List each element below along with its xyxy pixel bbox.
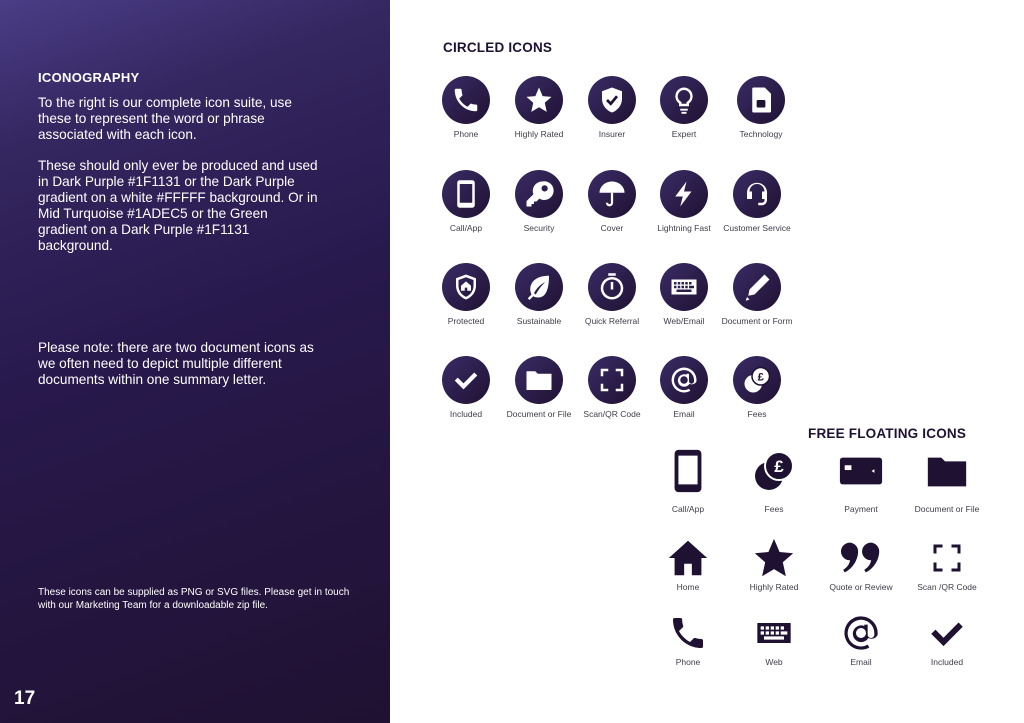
pen-icon — [742, 272, 772, 302]
checkmark-icon — [451, 365, 481, 395]
circled-icons-title: CIRCLED ICONS — [443, 40, 553, 55]
shield-home-icon — [451, 272, 481, 302]
scan-frame-icon — [597, 365, 627, 395]
at-sign-icon — [669, 365, 699, 395]
icon-label: Document or File — [506, 409, 572, 419]
leaf-icon — [524, 272, 554, 302]
icon-label: Sustainable — [516, 316, 562, 326]
icon-label: Payment — [844, 504, 878, 514]
left-panel — [0, 0, 390, 723]
icon-label: Cover — [600, 223, 624, 233]
floating-icon-item — [899, 610, 995, 667]
floating-icon-item — [899, 448, 995, 514]
icon-label: Email — [673, 409, 695, 419]
credit-card-icon — [838, 448, 884, 494]
icon-label: Quote or Review — [829, 582, 893, 592]
svg-text:£: £ — [774, 457, 784, 476]
lightning-icon — [669, 179, 699, 209]
circled-icon-item — [712, 170, 802, 233]
at-sign-icon — [841, 613, 881, 653]
coins-icon — [751, 448, 797, 494]
smartphone-icon — [451, 179, 481, 209]
sim-card-icon — [746, 85, 776, 115]
shield-check-icon — [597, 85, 627, 115]
floating-icon-item — [726, 610, 822, 667]
star-icon — [751, 535, 797, 581]
floating-icon-item — [899, 535, 995, 592]
quote-icon — [838, 535, 884, 581]
home-icon — [665, 535, 711, 581]
icon-label: Highly Rated — [514, 129, 564, 139]
icon-label: Email — [850, 657, 872, 667]
icon-label: Security — [523, 223, 555, 233]
floating-icon-item — [726, 448, 822, 514]
icon-label: Home — [676, 582, 700, 592]
icon-label: Fees — [747, 409, 767, 419]
page-number: 17 — [14, 688, 36, 709]
icon-label: Highly Rated — [749, 582, 799, 592]
floating-icon-item — [813, 610, 909, 667]
icon-label: Fees — [764, 504, 784, 514]
checkmark-icon — [926, 612, 968, 654]
umbrella-icon — [597, 179, 627, 209]
headset-icon — [742, 179, 772, 209]
icon-label: Expert — [671, 129, 697, 139]
floating-icon-item — [640, 535, 736, 592]
phone-icon — [451, 85, 481, 115]
color-usage-paragraph: These should only ever be produced and used in Dark Purple #1F1131 or the Dark Purple gradient on a white #FFFFF background. Or in Mid Turquoise #1ADEC5 or the Green gradient on a Dark Purple #1F1131 background. — [38, 158, 318, 253]
icon-label: Insurer — [598, 129, 626, 139]
lightbulb-icon — [669, 85, 699, 115]
icon-label: Scan /QR Code — [917, 582, 977, 592]
icon-label: Lightning Fast — [657, 223, 711, 233]
smartphone-icon — [665, 448, 711, 494]
document-note-paragraph: Please note: there are two document icons as we often need to depict multiple different documents within one summary letter. — [38, 340, 314, 387]
supply-note: These icons can be supplied as PNG or SVG files. Please get in touch with our Marketing Team for a downloadable zip file. — [38, 587, 350, 611]
folder-icon — [924, 448, 970, 494]
icon-label: Included — [930, 657, 964, 667]
icon-label: Technology — [739, 129, 783, 139]
coins-icon — [742, 365, 772, 395]
icon-label: Web — [765, 657, 783, 667]
keyboard-icon — [669, 272, 699, 302]
phone-icon — [668, 613, 708, 653]
icon-label: Document or Form — [721, 316, 793, 326]
icon-label: Customer Service — [723, 223, 791, 233]
circled-icon-item — [712, 356, 802, 419]
icon-label: Protected — [447, 316, 485, 326]
folder-icon — [524, 365, 554, 395]
floating-icon-item — [813, 535, 909, 592]
key-icon — [524, 179, 554, 209]
intro-paragraph: To the right is our complete icon suite, use these to represent the word or phrase associated with each icon. — [38, 95, 292, 142]
floating-icon-item — [640, 610, 736, 667]
star-icon — [524, 85, 554, 115]
section-heading: ICONOGRAPHY — [38, 70, 140, 85]
stopwatch-icon — [597, 272, 627, 302]
icon-label: Phone — [675, 657, 701, 667]
icon-label: Call/App — [449, 223, 483, 233]
floating-icon-item — [813, 448, 909, 514]
floating-icon-item — [640, 448, 736, 514]
icon-label: Web/Email — [663, 316, 705, 326]
icon-label: Phone — [453, 129, 479, 139]
floating-icon-item — [726, 535, 822, 592]
circled-icon-item — [716, 76, 806, 139]
icon-label: Call/App — [671, 504, 705, 514]
icon-label: Quick Referral — [584, 316, 640, 326]
floating-icons-title: FREE FLOATING ICONS — [808, 426, 967, 441]
icon-label: Included — [449, 409, 483, 419]
keyboard-icon — [748, 613, 800, 653]
circled-icon-item — [712, 263, 802, 326]
icon-label: Scan/QR Code — [583, 409, 641, 419]
icon-label: Document or File — [914, 504, 980, 514]
scan-frame-icon — [929, 540, 965, 576]
